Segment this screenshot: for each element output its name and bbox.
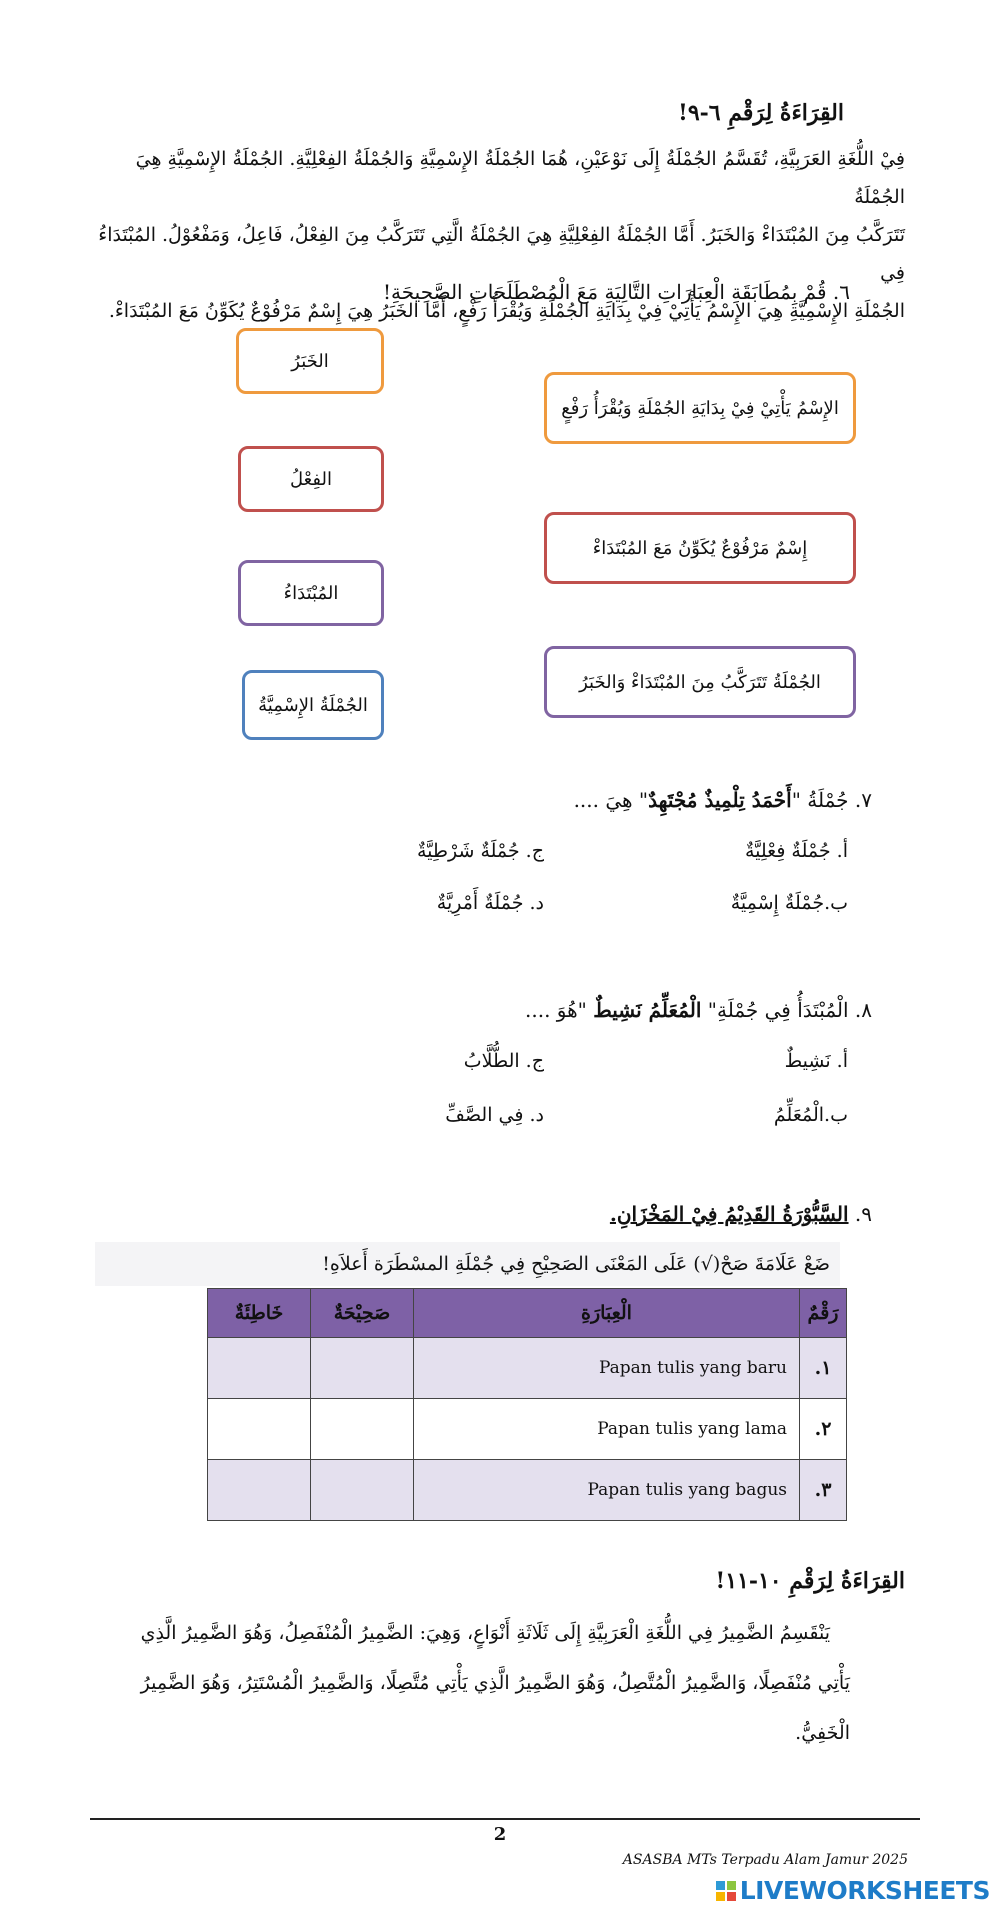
paragraph-line: الْخَفِيُّ. bbox=[795, 1722, 850, 1744]
header-phrase: الْعِبَارَةِ bbox=[414, 1289, 800, 1338]
option-a[interactable]: أ. جُمْلَةٌ فِعْلِيَّةٌ bbox=[744, 840, 848, 862]
answer-table bbox=[207, 1288, 847, 1521]
question-7 bbox=[574, 788, 872, 812]
footer-credit: ASASBA MTs Terpadu Alam Jamur 2025 bbox=[622, 1852, 908, 1868]
question-stem-pre: الْمُبْتَدَأُ فِي جُمْلَةِ" bbox=[701, 998, 849, 1022]
wrong-cell[interactable] bbox=[208, 1460, 311, 1521]
question-stem-bold: أَحْمَدُ تِلْمِيذٌ مُجْتَهِدٌ bbox=[648, 788, 792, 812]
header-wrong: خَاطِئَةٌ bbox=[208, 1289, 311, 1338]
match-term-jumla-ismiyya[interactable]: الجُمْلَةُ الإِسْمِيَّةُ bbox=[242, 670, 384, 740]
row-phrase: Papan tulis yang baru bbox=[414, 1338, 800, 1399]
paragraph-line: فِيْ اللُّغَةِ العَرَبِيَّةِ، تُقَسَّمُ الجُمْلَةُ إِلَى نَوْعَيْنِ، هُمَا الجُمْلَةُ الإِسْمِيَّةِ وَالجُمْلَةُ الفِعْلِيَّةِ. الجُمْلَةُ الإِسْمِيَّةِ هِيَ الجُمْلَةُ bbox=[135, 148, 905, 208]
question-sentence: السَّبُّوْرَةُ القَدِيْمُ فِيْ المَخْزَانِ. bbox=[609, 1202, 849, 1226]
row-number: ٣. bbox=[800, 1460, 847, 1521]
match-definition-3[interactable]: الجُمْلَةُ تَتَرَكَّبُ مِنَ المُبْتَدَاءْ وَالخَبَرُ bbox=[544, 646, 856, 718]
paragraph-line: يَنْقَسِمُ الضَّمِيرُ فِي اللُّغَةِ الْعَرَبِيَّةِ إِلَى ثَلَاثَةِ أَنْوَاعٍ، وَهِيَ: الضَّمِيرُ الْمُنْفَصِلُ، وَهُوَ الضَّمِيرُ الَّذِي bbox=[140, 1622, 830, 1644]
row-number: ٢. bbox=[800, 1399, 847, 1460]
wrong-cell[interactable] bbox=[208, 1399, 311, 1460]
option-d[interactable]: د. فِي الصَّفِّ bbox=[445, 1104, 544, 1126]
question-stem-pre: جُمْلَةُ " bbox=[791, 788, 849, 812]
header-correct: صَحِيْحَةٌ bbox=[311, 1289, 414, 1338]
liveworksheets-icon bbox=[715, 1880, 737, 1902]
question-stem-post: " هِيَ .... bbox=[573, 788, 649, 812]
question-8 bbox=[525, 998, 872, 1022]
correct-cell[interactable] bbox=[311, 1399, 414, 1460]
option-a[interactable]: أ. نَشِيطٌ bbox=[784, 1050, 848, 1072]
section-title-6-9: القِرَاءَةُ لِرَقْمِ ٦-٩! bbox=[678, 100, 844, 126]
correct-cell[interactable] bbox=[311, 1460, 414, 1521]
question-number: ٦. bbox=[832, 280, 850, 304]
liveworksheets-logo bbox=[715, 1876, 990, 1905]
option-b[interactable]: ب.جُمْلَةٌ إِسْمِيَّةٌ bbox=[730, 892, 848, 914]
match-definition-1[interactable]: الإِسْمُ يَأْتِيْ فِيْ بِدَايَةِ الجُمْلَةِ وَيُقْرَأُ رَفْعٍ bbox=[544, 372, 856, 444]
paragraph-line: تَتَرَكَّبُ مِنَ المُبْتَدَاءْ وَالخَبَرُ. أَمَّا الجُمْلَةُ الفِعْلِيَّةِ هِيَ الجُمْلَةُ الَّتِي تَتَرَكَّبُ مِنَ الفِعْلُ، فَاعِلُ، وَمَفْعُوْلُ. المُبْتَدَاءُ فِي bbox=[98, 224, 905, 284]
question-stem-post: "هُوَ .... bbox=[525, 998, 594, 1022]
page-number: 2 bbox=[493, 1824, 507, 1845]
question-instruction: ضَعْ عَلَامَةَ صَحْ(√) عَلَى المَعْنَى الصَحِيْحِ فِي جُمْلَةِ المسْطَرَة أَعلاَهِ! bbox=[95, 1242, 840, 1286]
match-term-fiil[interactable]: الفِعْلُ bbox=[238, 446, 384, 512]
reading-paragraph-2 bbox=[95, 1608, 850, 1758]
question-number: ٨. bbox=[854, 998, 872, 1022]
row-phrase: Papan tulis yang lama bbox=[414, 1399, 800, 1460]
question-stem-bold: الْمُعَلِّمُ نَشِيطٌ bbox=[593, 998, 702, 1022]
match-term-khabar[interactable]: الخَبَرُ bbox=[236, 328, 384, 394]
row-phrase: Papan tulis yang bagus bbox=[414, 1460, 800, 1521]
option-c[interactable]: ج. الطُّلَّابُ bbox=[463, 1050, 544, 1072]
liveworksheets-wordmark: LIVEWORKSHEETS bbox=[739, 1876, 990, 1905]
match-term-mubtada[interactable]: المُبْتَدَاءُ bbox=[238, 560, 384, 626]
option-c[interactable]: ج. جُمْلَةٌ شَرْطِيَّةٌ bbox=[416, 840, 544, 862]
option-b[interactable]: ب.الْمُعَلِّمُ bbox=[773, 1104, 848, 1126]
correct-cell[interactable] bbox=[311, 1338, 414, 1399]
question-number: ٧. bbox=[854, 788, 872, 812]
wrong-cell[interactable] bbox=[208, 1338, 311, 1399]
table-row bbox=[208, 1460, 847, 1521]
question-instruction: قُمْ بِمُطَابَقَةِ الْعِبَارَاتِ التَّالِيَةِ مَعَ الْمُصْطَلَحَاتِ الصَّحِيحَةِ! bbox=[382, 280, 827, 304]
option-d[interactable]: د. جُمْلَةٌ أَمْرِيَّةٌ bbox=[436, 892, 544, 914]
section-title-10-11: القِرَاءَةُ لِرَقْمِ ١٠-١١! bbox=[715, 1568, 905, 1594]
table-row bbox=[208, 1338, 847, 1399]
table-header-row bbox=[208, 1289, 847, 1338]
question-9 bbox=[610, 1202, 872, 1226]
header-number: رَقْمٌ bbox=[800, 1289, 847, 1338]
match-definition-2[interactable]: إِسْمٌ مَرْفُوْعٌ يُكَوِّنُ مَعَ المُبْتَدَاءْ bbox=[544, 512, 856, 584]
paragraph-line: يَأْتِي مُنْفَصِلًا، وَالضَّمِيرُ الْمُتَّصِلُ، وَهُوَ الضَّمِيرُ الَّذِي يَأْتِي مُتَّصِلًا، وَالضَّمِيرُ الْمُسْتَتِرُ، وَهُوَ الضَّمِيرُ bbox=[140, 1672, 850, 1694]
question-6 bbox=[383, 280, 850, 304]
table-row bbox=[208, 1399, 847, 1460]
row-number: ١. bbox=[800, 1338, 847, 1399]
footer-divider bbox=[90, 1818, 920, 1820]
paragraph-line: الجُمْلَةِ الإِسْمِيَّةِ هِيَ الإِسْمُ يَأْتِيْ فِيْ بِدَايَةِ الجُمْلَةِ وَيُقْرَأُ رَفْعٍ، أَمَّا الخَبَرُ هِيَ إِسْمٌ مَرْفُوْعٌ يُكَوِّنُ مَعَ المُبْتَدَاءْ. bbox=[108, 300, 905, 322]
question-number: ٩. bbox=[854, 1202, 872, 1226]
